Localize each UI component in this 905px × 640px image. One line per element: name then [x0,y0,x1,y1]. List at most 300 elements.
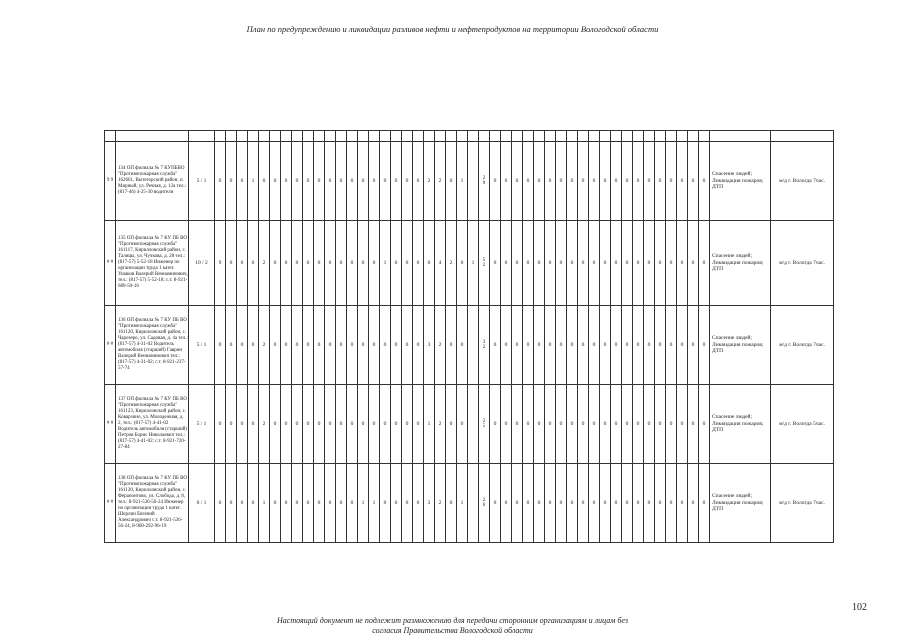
row-number: # # [105,385,116,464]
tasks-cell: Спасение людей; Ликвидация пожаров; ДТП [710,385,771,464]
tick-cell [292,131,303,142]
page-header-title: План по предупреждению и ликвидации разливов нефти и нефтепродуктов на территории Вологодской области [246,24,659,34]
value-cell: 2 [435,142,446,221]
value-cell: 0 [413,464,424,543]
value-cell: 0 [336,464,347,543]
tick-cell [622,131,633,142]
value-cell: 0 [457,221,468,306]
value-cell: 0 [270,464,281,543]
organization-cell: 137 ОП филиала № 7 КУ ПБ ВО "Противопожарная служба" 161123, Кирилловский район, с. Коварзино, ул. Молодежная, д. 2, тел.: (817-57) 4-41-02 Водитель автомобиля (старший) Петров Борис Николаевич тел.: (817-57) 4-41-02; с.т. 8-921-720-27-84 [116,385,189,464]
value-cell: 0 [512,464,523,543]
table-row [105,221,834,306]
value-cell: 0 [655,306,666,385]
value-cell: 0 [589,221,600,306]
value-cell: 0 [677,464,688,543]
tick-cell [699,131,710,142]
tick-cell [545,131,556,142]
value-cell: 0 [490,142,501,221]
value-cell: 0 [490,306,501,385]
value-cell: 0 [248,464,259,543]
tick-cell [226,131,237,142]
value-cell: 0 [655,385,666,464]
value-cell: 0 [336,306,347,385]
value-cell: 0 [325,306,336,385]
value-cell: 2 [435,306,446,385]
value-cell: 0 [281,142,292,221]
value-cell: 0 [358,385,369,464]
location-time-cell: м/д г. Вологда 7час. [771,142,834,221]
value-cell: 0 [402,385,413,464]
tick-cell [556,131,567,142]
value-cell: 0 [270,221,281,306]
value-cell: 0 [380,385,391,464]
value-cell: 1 [380,221,391,306]
tick-cell [501,131,512,142]
value-cell: 0 [578,221,589,306]
value-cell: 0 [534,221,545,306]
value-cell: 0 [281,221,292,306]
value-cell: 0 [655,142,666,221]
tick-cell [567,131,578,142]
value-cell: 0 [567,221,578,306]
value-cell: 0 [677,142,688,221]
value-cell: 0 [611,306,622,385]
tick-cell [380,131,391,142]
value-cell: 9 [215,221,226,306]
value-cell: 0 [413,221,424,306]
personnel-count: 5 / 1 [189,306,215,385]
value-cell: 0 [666,464,677,543]
value-cell: 0 [600,142,611,221]
value-cell: 0 [699,464,710,543]
value-cell [468,464,479,543]
value-cell: 0 [578,464,589,543]
value-cell: 0 [369,221,380,306]
location-time-cell: м/д г. Вологда 7час. [771,306,834,385]
value-cell: 0 [490,221,501,306]
table-row [105,142,834,221]
value-cell: 0 [567,306,578,385]
tick-cell [644,131,655,142]
value-cell: 1 [358,464,369,543]
fraction-bottom: 0 [482,181,486,186]
value-cell [468,385,479,464]
value-cell: 0 [666,306,677,385]
tick-cell [336,131,347,142]
value-cell: 0 [666,221,677,306]
fraction-top: 2 [482,498,486,503]
fraction-top: 3 [482,340,486,345]
value-cell: 0 [424,221,435,306]
value-cell: 0 [688,306,699,385]
value-cell: 0 [699,142,710,221]
value-cell: 0 [369,385,380,464]
value-cell: 0 [633,306,644,385]
value-cell: 2 [435,385,446,464]
organization-cell: 134 ОП филиала № 7 КУПБВО "Противопожарная служба" 162661, Вытегорский район, п. Мирный, ул. Речная, д. 13а тел.: (817-46) 4-25-30 водители [116,142,189,221]
tick-cell [710,131,771,142]
value-cell: 0 [622,464,633,543]
value-cell: 0 [347,306,358,385]
value-cell: 0 [501,221,512,306]
value-cell: 0 [578,306,589,385]
value-cell: 0 [248,306,259,385]
value-cell: 0 [413,306,424,385]
value-cell: 1 [457,142,468,221]
value-cell: 0 [523,464,534,543]
fraction-bottom: 5 [482,424,486,429]
value-cell: 0 [490,385,501,464]
value-cell: 0 [446,306,457,385]
tick-cell [666,131,677,142]
value-cell: 0 [545,306,556,385]
tick-cell [534,131,545,142]
table-row [105,306,834,385]
value-cell: 0 [545,464,556,543]
value-cell: 0 [633,464,644,543]
tick-cell [512,131,523,142]
tick-cell [677,131,688,142]
value-cell: 0 [248,221,259,306]
value-cell: 0 [358,306,369,385]
tick-cell [435,131,446,142]
value-cell: 0 [512,385,523,464]
value-cell: 0 [589,464,600,543]
value-cell: 0 [237,464,248,543]
organization-cell: 136 ОП филиала № 7 КУ ПБ ВО "Противопожарная служба" 161120, Кирилловский район, с. Чарозеро, ул. Садовая, д. 4а тел.: (817-57) 4-31-02 Водитель автомобиля (старший) Гаврин Валерий Вениаминович тел.: (817-57) 4-31-02; с.т. 8-921-237-57-74 [116,306,189,385]
value-cell: 2 [424,142,435,221]
value-cell: 0 [380,142,391,221]
fraction-cell [479,306,490,385]
value-cell: 0 [600,221,611,306]
value-cell: 0 [402,221,413,306]
value-cell: 0 [391,221,402,306]
value-cell: 0 [215,142,226,221]
value-cell: 0 [501,464,512,543]
value-cell: 0 [512,142,523,221]
value-cell: 0 [215,306,226,385]
value-cell: 0 [402,142,413,221]
value-cell: 0 [237,142,248,221]
tick-cell [688,131,699,142]
resources-table [104,130,834,543]
location-time-cell: м/д г. Вологда 7час. [771,464,834,543]
value-cell: 0 [666,385,677,464]
value-cell: 0 [644,221,655,306]
tick-cell [771,131,834,142]
value-cell: 0 [600,306,611,385]
value-cell: 0 [314,385,325,464]
value-cell: 0 [633,221,644,306]
value-cell: 0 [655,221,666,306]
value-cell: 2 [259,306,270,385]
tick-cell [600,131,611,142]
value-cell: 0 [314,221,325,306]
value-cell: 1 [457,464,468,543]
value-cell: 1 [424,385,435,464]
tick-cell [655,131,666,142]
value-cell: 2 [259,385,270,464]
tick-cell [369,131,380,142]
value-cell: 0 [523,385,534,464]
page-footer [0,616,905,636]
value-cell: 0 [402,464,413,543]
value-cell: 0 [226,142,237,221]
value-cell: 0 [501,142,512,221]
value-cell: 0 [655,464,666,543]
value-cell: 0 [589,306,600,385]
value-cell: 0 [325,142,336,221]
value-cell: 0 [567,142,578,221]
value-cell: 0 [622,142,633,221]
value-cell: 0 [523,306,534,385]
tick-cell [479,131,490,142]
value-cell: 0 [534,142,545,221]
value-cell: 0 [534,464,545,543]
value-cell: 0 [292,306,303,385]
value-cell: 0 [611,464,622,543]
tick-cell [402,131,413,142]
tick-cell [105,131,116,142]
page-number: 102 [852,602,867,613]
value-cell: 0 [688,142,699,221]
fraction-bottom: 2 [482,263,486,268]
value-cell: 0 [611,142,622,221]
table-top-ticks [105,131,834,142]
value-cell: 0 [622,385,633,464]
value-cell: 0 [215,464,226,543]
fraction-cell [479,385,490,464]
footer-line-1: Настоящий документ не подлежит размножению для передачи сторонним организациям и лицам без [277,616,628,625]
tick-cell [303,131,314,142]
value-cell: 0 [446,385,457,464]
value-cell: 0 [556,464,567,543]
value-cell: 0 [699,385,710,464]
personnel-count: 5 / 1 [189,385,215,464]
fraction-top: 2 [482,176,486,181]
value-cell: 0 [633,385,644,464]
tick-cell [281,131,292,142]
value-cell: 2 [446,221,457,306]
value-cell: 4 [435,221,446,306]
fraction-top: 5 [482,258,486,263]
value-cell: 0 [644,306,655,385]
footer-line-2: согласия Правительства Вологодской области [372,626,533,635]
value-cell: 0 [611,385,622,464]
tick-cell [523,131,534,142]
value-cell: 0 [215,385,226,464]
value-cell: 0 [358,221,369,306]
value-cell: 0 [523,221,534,306]
tick-cell [189,131,215,142]
fraction-cell [479,142,490,221]
value-cell: 0 [501,385,512,464]
value-cell: 0 [611,221,622,306]
value-cell: 0 [292,221,303,306]
tasks-cell: Спасение людей; Ликвидация пожаров; ДТП [710,221,771,306]
value-cell: 0 [677,385,688,464]
fraction-top: 2 [482,419,486,424]
value-cell: 0 [237,306,248,385]
value-cell: 0 [413,385,424,464]
value-cell: 0 [281,306,292,385]
tick-cell [237,131,248,142]
value-cell: 0 [490,464,501,543]
value-cell: 0 [556,385,567,464]
value-cell: 0 [314,306,325,385]
fraction-cell [479,464,490,543]
value-cell: 2 [259,221,270,306]
value-cell: 0 [457,385,468,464]
value-cell: 0 [314,464,325,543]
value-cell: 0 [556,221,567,306]
tick-cell [325,131,336,142]
value-cell: 0 [545,385,556,464]
value-cell: 0 [567,464,578,543]
tick-cell [347,131,358,142]
value-cell: 0 [545,221,556,306]
tick-cell [578,131,589,142]
row-number: # # [105,221,116,306]
tick-cell [413,131,424,142]
tasks-cell: Спасение людей; Ликвидация пожаров; ДТП [710,142,771,221]
value-cell: 0 [347,385,358,464]
value-cell: 0 [325,385,336,464]
value-cell: 0 [248,385,259,464]
value-cell: 0 [281,385,292,464]
value-cell: 0 [336,385,347,464]
value-cell: 0 [457,306,468,385]
value-cell: 0 [347,464,358,543]
value-cell: 1 [259,464,270,543]
tick-cell [270,131,281,142]
value-cell: 0 [699,221,710,306]
row-number: # # [105,464,116,543]
tick-cell [358,131,369,142]
personnel-count: 6 / 1 [189,464,215,543]
value-cell: 0 [556,306,567,385]
fraction-bottom: 2 [482,345,486,350]
value-cell: 0 [303,221,314,306]
value-cell: 0 [512,221,523,306]
value-cell: 3 [424,306,435,385]
value-cell: 0 [226,464,237,543]
value-cell: 0 [446,464,457,543]
value-cell: 0 [622,221,633,306]
value-cell: 0 [226,385,237,464]
tick-cell [116,131,189,142]
value-cell: 0 [501,306,512,385]
value-cell: 0 [292,142,303,221]
fraction-cell [479,221,490,306]
table-row [105,464,834,543]
organization-cell: 135 ОП филиала № 7 КУ ПБ ВО "Противопожарная служба" 161117, Кирилловский район, с. Талицы, ул. Чучкова, д. 28 тел.: (817-57) 5-52-18 Инженер по организации труда 1 катег. Ушаков Валерий Вениаминович, тел.: (817-57) 5-52-18; с.т. 8-921-680-50-16 [116,221,189,306]
value-cell: 0 [391,142,402,221]
value-cell: 0 [413,142,424,221]
tick-cell [248,131,259,142]
value-cell: 0 [688,385,699,464]
value-cell: 1 [468,221,479,306]
value-cell: 0 [358,142,369,221]
tick-cell [468,131,479,142]
table-row [105,385,834,464]
value-cell: 0 [380,306,391,385]
value-cell: 0 [314,142,325,221]
value-cell: 1 [369,464,380,543]
value-cell: 0 [644,464,655,543]
value-cell: 0 [699,306,710,385]
tick-cell [259,131,270,142]
value-cell: 0 [380,464,391,543]
value-cell: 0 [325,221,336,306]
value-cell: 0 [512,306,523,385]
value-cell: 0 [644,385,655,464]
value-cell: 0 [391,306,402,385]
value-cell: 0 [534,385,545,464]
value-cell: 0 [545,142,556,221]
value-cell: 0 [589,142,600,221]
value-cell: 0 [578,142,589,221]
value-cell: 0 [567,385,578,464]
tick-cell [215,131,226,142]
value-cell [468,306,479,385]
location-time-cell: м/д г. Вологда 7час. [771,221,834,306]
value-cell: 0 [369,306,380,385]
tick-cell [314,131,325,142]
value-cell: 0 [677,306,688,385]
tick-cell [457,131,468,142]
tick-cell [611,131,622,142]
value-cell: 0 [589,385,600,464]
value-cell: 0 [677,221,688,306]
row-number: 9 9 [105,142,116,221]
value-cell: 0 [237,385,248,464]
value-cell: 0 [347,142,358,221]
tick-cell [490,131,501,142]
value-cell: 0 [303,142,314,221]
value-cell: 0 [237,221,248,306]
value-cell: 0 [622,306,633,385]
value-cell: 3 [424,464,435,543]
personnel-count: 5 / 1 [189,142,215,221]
value-cell: 0 [336,142,347,221]
value-cell: 0 [347,221,358,306]
value-cell: 0 [270,306,281,385]
value-cell: 2 [435,464,446,543]
value-cell: 0 [303,385,314,464]
value-cell: 0 [270,142,281,221]
value-cell: 0 [226,221,237,306]
value-cell: 0 [688,221,699,306]
value-cell: 0 [688,464,699,543]
value-cell: 0 [226,306,237,385]
value-cell: 0 [391,464,402,543]
value-cell: 0 [292,464,303,543]
value-cell: 0 [369,142,380,221]
value-cell: 0 [578,385,589,464]
tasks-cell: Спасение людей; Ликвидация пожаров; ДТП [710,306,771,385]
tick-cell [446,131,457,142]
value-cell: 0 [303,306,314,385]
value-cell: 0 [336,221,347,306]
tick-cell [424,131,435,142]
value-cell: 0 [325,464,336,543]
location-time-cell: м/д г. Вологда 5час. [771,385,834,464]
value-cell: 0 [523,142,534,221]
value-cell: 0 [391,385,402,464]
value-cell: 0 [633,142,644,221]
row-number: # # [105,306,116,385]
